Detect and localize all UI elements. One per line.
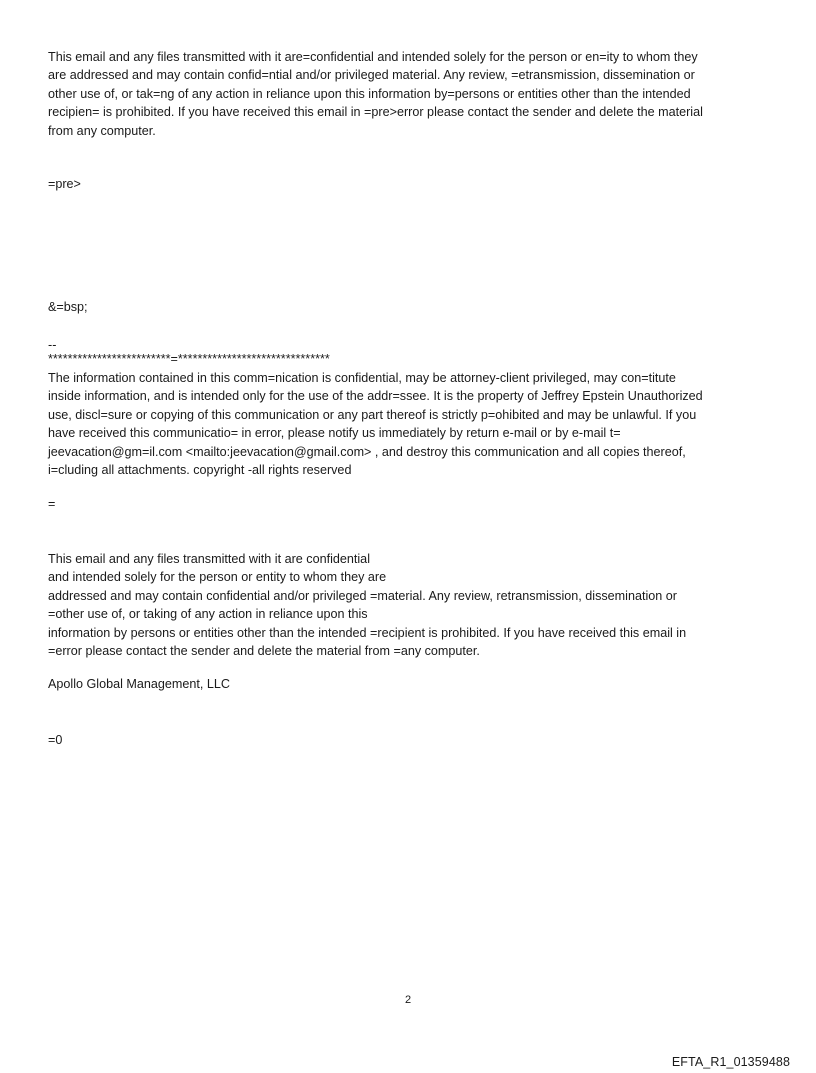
text-line: =error please contact the sender and delete the material from =any computer. xyxy=(48,644,480,659)
text-line: This email and any files transmitted with it are confidential xyxy=(48,552,370,566)
confidentiality-disclaimer-1 xyxy=(48,48,764,140)
separator-stars: *************************=******************************* xyxy=(48,352,330,367)
company-name: Apollo Global Management, LLC xyxy=(48,677,231,691)
text-line: have received this communicatio= in error, please notify us immediately by return e-mail or by e-mail t= xyxy=(48,426,621,441)
confidentiality-disclaimer-2 xyxy=(48,369,764,479)
text-line: addressed and may contain confidential and/or privileged =material. Any review, retransmission, dissemination or xyxy=(48,588,677,603)
text-line: use, discl=sure or copying of this communication or any part thereof is strictly p=ohibited and may be unlawful. If you xyxy=(48,407,697,422)
separator-dashes: -- xyxy=(48,338,57,352)
confidentiality-disclaimer-3 xyxy=(48,550,764,660)
text-line: information by persons or entities other than the intended =recipient is prohibited. If you have received this email in xyxy=(48,625,687,640)
pre-tag-text: =pre> xyxy=(48,177,81,191)
equals-text: = xyxy=(48,497,56,511)
text-line: i=cluding all attachments. copyright -all rights reserved xyxy=(48,463,352,478)
text-line: and intended solely for the person or entity to whom they are xyxy=(48,570,387,585)
text-line: are addressed and may contain confid=ntial and/or privileged material. Any review, =etransmission, dissemination or xyxy=(48,68,695,83)
zero-text: =0 xyxy=(48,733,63,747)
signature-separator xyxy=(48,336,764,369)
document-id: EFTA_R1_01359488 xyxy=(671,1055,790,1069)
text-line: This email and any files transmitted with it are=confidential and intended solely for the person or en=ity to whom they xyxy=(48,50,698,64)
text-line: The information contained in this comm=nication is confidential, may be attorney-client privileged, may con=titute xyxy=(48,371,676,385)
text-line: recipien= is prohibited. If you have received this email in =pre>error please contact the sender and delete the material xyxy=(48,105,703,120)
text-line: other use of, or tak=ng of any action in reliance upon this information by=persons or entities other than the intended xyxy=(48,86,691,101)
text-line: jeevacation@gm=il.com <mailto:jeevacation@gmail.com> , and destroy this communication and all copies thereof, xyxy=(48,444,686,459)
text-line: inside information, and is intended only for the use of the addr=ssee. It is the property of Jeffrey Epstein Unauthorized xyxy=(48,389,703,404)
nbsp-tag-text: &=bsp; xyxy=(48,300,88,314)
page-number: 2 xyxy=(404,994,412,1006)
text-line: from any computer. xyxy=(48,123,156,138)
text-line: =other use of, or taking of any action in reliance upon this xyxy=(48,607,368,622)
